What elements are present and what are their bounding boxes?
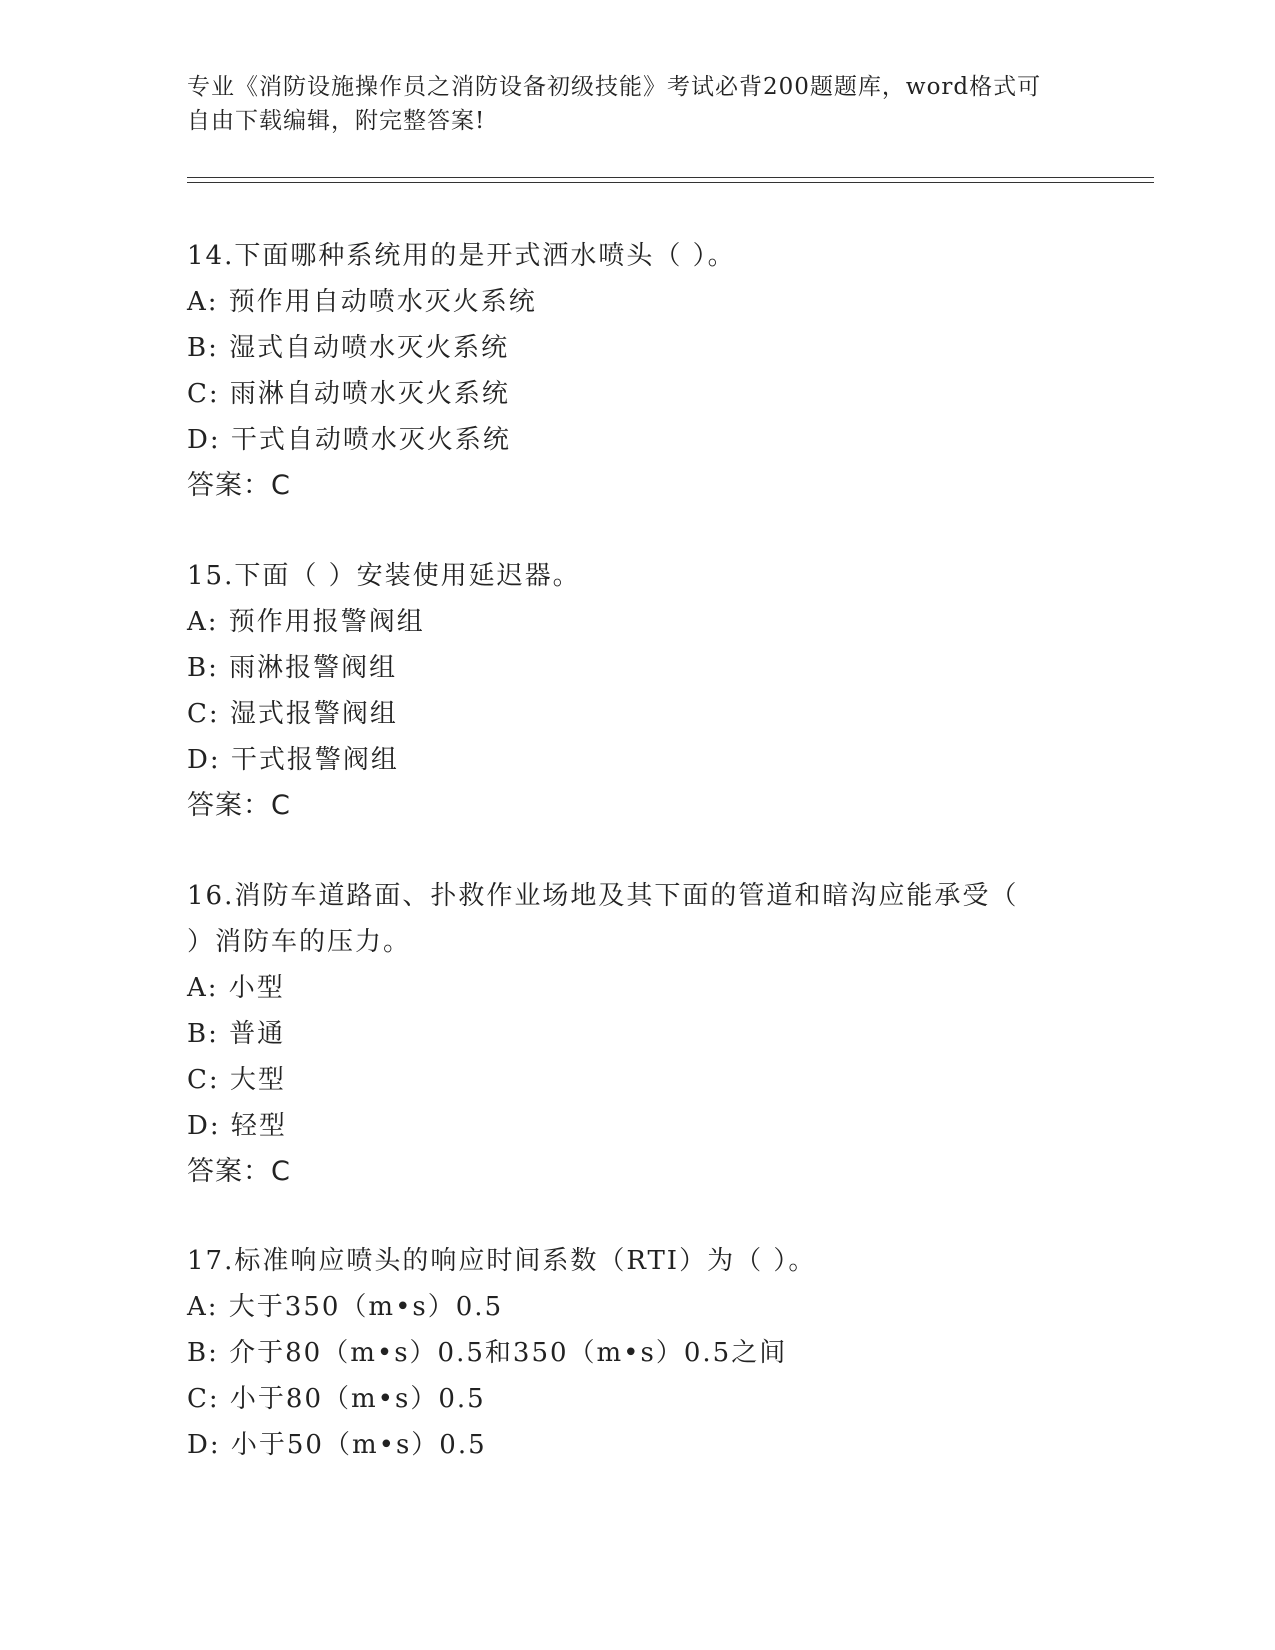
question-17 — [187, 1238, 1087, 1468]
header-title-line-1: 专业《消防设施操作员之消防设备初级技能》考试必背200题题库，word格式可 — [187, 74, 1042, 100]
option-a: A: 小型 — [187, 973, 285, 1003]
question-14 — [187, 233, 1087, 509]
answer: 答案：C — [187, 1156, 291, 1187]
option-c: C: 雨淋自动喷水灭火系统 — [187, 379, 510, 409]
question-16 — [187, 873, 1087, 1195]
question-stem-line-1: 16.消防车道路面、扑救作业场地及其下面的管道和暗沟应能承受（ — [187, 881, 1019, 911]
question-stem: 14.下面哪种系统用的是开式洒水喷头（ ）。 — [187, 241, 736, 271]
option-a: A: 预作用报警阀组 — [187, 607, 425, 637]
option-d: D: 轻型 — [187, 1111, 287, 1141]
question-stem-line-2: ）消防车的压力。 — [187, 927, 412, 957]
option-c: C: 湿式报警阀组 — [187, 699, 398, 729]
header-title-line-2: 自由下载编辑，附完整答案! — [187, 108, 486, 134]
option-b: B: 湿式自动喷水灭火系统 — [187, 333, 510, 363]
option-d: D: 小于50（m•s）0.5 — [187, 1430, 487, 1460]
option-b: B: 普通 — [187, 1019, 286, 1049]
answer: 答案：C — [187, 470, 291, 501]
option-d: D: 干式自动喷水灭火系统 — [187, 425, 511, 455]
option-b: B: 介于80（m•s）0.5和350（m•s）0.5之间 — [187, 1338, 788, 1368]
answer: 答案：C — [187, 790, 291, 821]
header-divider-top — [187, 177, 1154, 178]
header-divider-bottom — [187, 182, 1154, 183]
question-stem: 17.标准响应喷头的响应时间系数（RTI）为（ ）。 — [187, 1246, 817, 1276]
option-b: B: 雨淋报警阀组 — [187, 653, 398, 683]
option-d: D: 干式报警阀组 — [187, 745, 399, 775]
option-a: A: 预作用自动喷水灭火系统 — [187, 287, 537, 317]
question-stem: 15.下面（ ）安装使用延迟器。 — [187, 561, 581, 591]
question-15 — [187, 553, 1087, 829]
document-header — [187, 70, 1067, 138]
option-c: C: 小于80（m•s）0.5 — [187, 1384, 486, 1414]
option-c: C: 大型 — [187, 1065, 286, 1095]
option-a: A: 大于350（m•s）0.5 — [187, 1292, 504, 1322]
